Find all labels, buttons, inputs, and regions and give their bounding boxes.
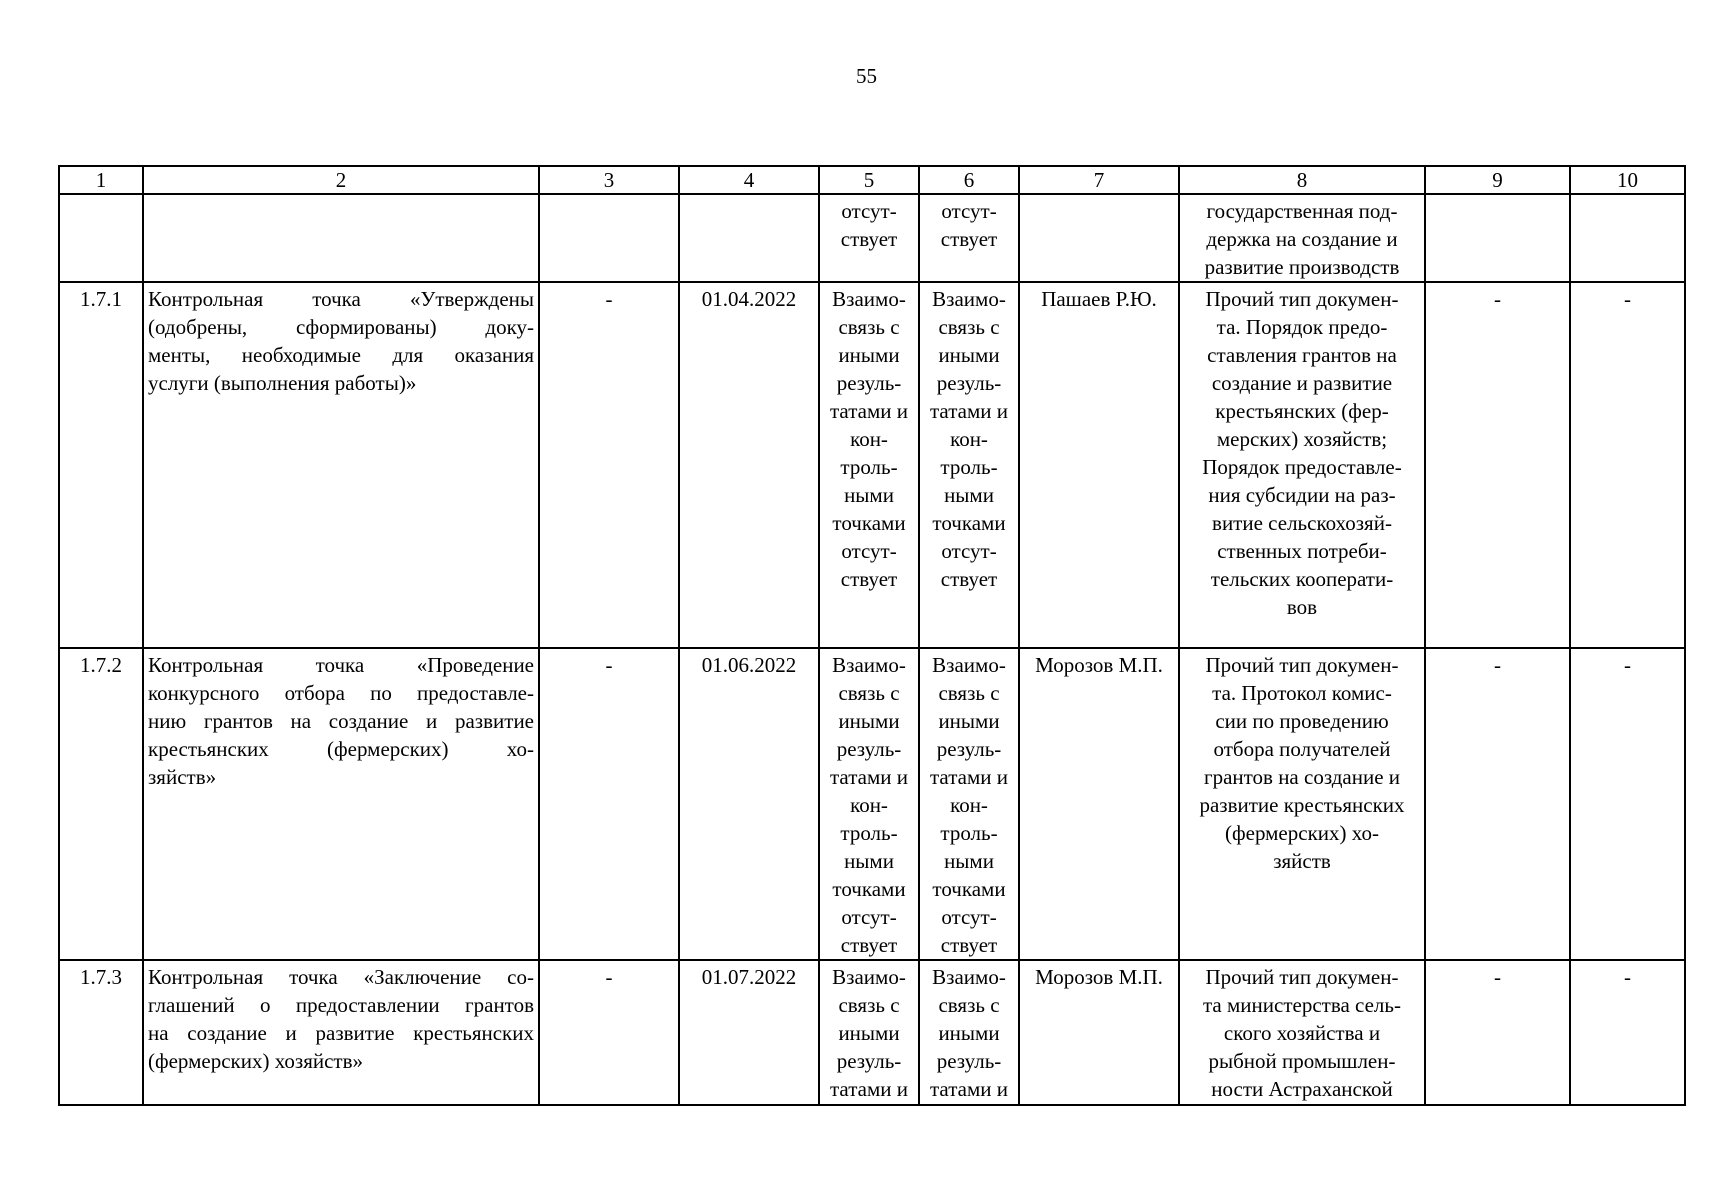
text-line: ными xyxy=(844,849,894,873)
text-line: та. Порядок предо- xyxy=(1216,315,1388,339)
text-line: (фермерских) хо- xyxy=(1225,821,1379,845)
text-line: отсут- xyxy=(941,905,997,929)
document-cell xyxy=(1179,648,1425,960)
text-line: тельских кооперати- xyxy=(1210,567,1394,591)
text-line: иными xyxy=(838,343,900,367)
text-line: (фермерских) хозяйств» xyxy=(148,1049,364,1073)
header-cell: 9 xyxy=(1425,166,1570,194)
header-cell: 2 xyxy=(143,166,539,194)
table-row xyxy=(59,960,1685,1105)
text-line: конкурсного отбора по предоставле- xyxy=(148,681,534,705)
text-line: Контрольная точка «Утверждены xyxy=(148,287,534,311)
text-line: держка на создание и xyxy=(1206,227,1398,251)
text-line: ными xyxy=(944,483,994,507)
text-line: татами и xyxy=(930,765,1008,789)
document-cell xyxy=(1179,960,1425,1105)
text-line: резуль- xyxy=(836,1049,902,1073)
text-line: Контрольная точка «Заключение со- xyxy=(148,965,534,989)
table-cell xyxy=(1570,194,1685,282)
text-line: иными xyxy=(938,1021,1000,1045)
responsible-cell: Пашаев Р.Ю. xyxy=(1019,282,1179,648)
text-line: иными xyxy=(838,1021,900,1045)
text-line: на создание и развитие крестьянских xyxy=(148,1021,534,1045)
page-number: 55 xyxy=(856,64,877,88)
relation-cell xyxy=(919,194,1019,282)
relation-cell xyxy=(819,648,919,960)
text-line: татами и xyxy=(830,765,908,789)
text-line: отсут- xyxy=(841,539,897,563)
text-line: (одобрены, сформированы) доку- xyxy=(148,315,534,339)
text-line: ставления грантов на xyxy=(1207,343,1397,367)
text-line: мерских) хозяйств; xyxy=(1216,427,1388,451)
text-line: иными xyxy=(838,709,900,733)
text-line: ными xyxy=(844,483,894,507)
text-line: глашений о предоставлении грантов xyxy=(148,993,534,1017)
text-line: троль- xyxy=(940,821,998,845)
table-cell xyxy=(1425,194,1570,282)
text-line: ского хозяйства и xyxy=(1223,1021,1381,1045)
text-line: точками xyxy=(832,511,906,535)
text-line: зяйств xyxy=(1273,849,1331,873)
text-line: ствует xyxy=(940,227,998,251)
header-cell: 1 xyxy=(59,166,143,194)
table-cell xyxy=(679,194,819,282)
relation-cell xyxy=(919,960,1019,1105)
column-9-value: - xyxy=(1425,282,1570,648)
text-line: Взаимо- xyxy=(932,965,1006,989)
text-line: витие сельскохозяй- xyxy=(1212,511,1392,535)
relation-cell xyxy=(819,194,919,282)
header-row xyxy=(59,166,1685,194)
header-cell: 7 xyxy=(1019,166,1179,194)
text-line: связь с xyxy=(938,681,1000,705)
text-line: развитие крестьянских xyxy=(1199,793,1405,817)
text-line: грантов на создание и xyxy=(1203,765,1401,789)
text-line: сии по проведению xyxy=(1215,709,1389,733)
text-line: троль- xyxy=(840,455,898,479)
text-line: Прочий тип докумен- xyxy=(1205,287,1399,311)
header-cell: 4 xyxy=(679,166,819,194)
text-line: Взаимо- xyxy=(832,287,906,311)
text-line: вов xyxy=(1286,595,1318,619)
text-line: связь с xyxy=(938,993,1000,1017)
text-line: услуги (выполнения работы)» xyxy=(148,371,417,395)
text-line: Прочий тип докумен- xyxy=(1205,653,1399,677)
relation-cell xyxy=(819,282,919,648)
text-line: татами и xyxy=(830,399,908,423)
text-line: Взаимо- xyxy=(832,965,906,989)
text-line: ствует xyxy=(840,227,898,251)
date-cell: 01.07.2022 xyxy=(679,960,819,1105)
row-number: 1.7.1 xyxy=(59,282,143,648)
table-cell xyxy=(143,194,539,282)
text-line: нию грантов на создание и развитие xyxy=(148,709,534,733)
text-line: отсут- xyxy=(941,539,997,563)
column-3-value: - xyxy=(539,960,679,1105)
document-cell xyxy=(1179,282,1425,648)
text-line: связь с xyxy=(838,681,900,705)
text-line: иными xyxy=(938,343,1000,367)
text-line: резуль- xyxy=(936,737,1002,761)
text-line: менты, необходимые для оказания xyxy=(148,343,534,367)
text-line: троль- xyxy=(840,821,898,845)
text-line: отсут- xyxy=(841,905,897,929)
text-line: развитие производств xyxy=(1204,255,1400,279)
text-line: ственных потреби- xyxy=(1217,539,1387,563)
header-cell: 3 xyxy=(539,166,679,194)
text-line: резуль- xyxy=(836,737,902,761)
text-line: отсут- xyxy=(841,199,897,223)
text-line: резуль- xyxy=(936,371,1002,395)
relation-cell xyxy=(919,648,1019,960)
control-point-title xyxy=(143,960,539,1105)
table-row xyxy=(59,282,1685,648)
text-line: Взаимо- xyxy=(932,653,1006,677)
text-line: ными xyxy=(944,849,994,873)
text-line: отбора получателей xyxy=(1213,737,1391,761)
control-point-title xyxy=(143,282,539,648)
column-3-value: - xyxy=(539,282,679,648)
control-point-title xyxy=(143,648,539,960)
text-line: та. Протокол комис- xyxy=(1212,681,1392,705)
text-line: точками xyxy=(932,511,1006,535)
text-line: точками xyxy=(932,877,1006,901)
text-line: ствует xyxy=(940,933,998,957)
text-line: татами и xyxy=(930,1077,1008,1101)
text-line: ности Астраханской xyxy=(1211,1077,1393,1101)
text-line: иными xyxy=(938,709,1000,733)
text-line: татами и xyxy=(930,399,1008,423)
text-line: создание и развитие xyxy=(1211,371,1393,395)
header-cell: 6 xyxy=(919,166,1019,194)
continuation-row xyxy=(59,194,1685,282)
row-number: 1.7.3 xyxy=(59,960,143,1105)
text-line: ствует xyxy=(840,567,898,591)
text-line: татами и xyxy=(830,1077,908,1101)
document-cell xyxy=(1179,194,1425,282)
text-line: крестьянских (фермерских) хо- xyxy=(148,737,534,761)
text-line: зяйств» xyxy=(148,765,217,789)
text-line: ствует xyxy=(840,933,898,957)
header-cell: 5 xyxy=(819,166,919,194)
text-line: ния субсидии на раз- xyxy=(1208,483,1396,507)
text-line: Прочий тип докумен- xyxy=(1205,965,1399,989)
relation-cell xyxy=(819,960,919,1105)
column-3-value: - xyxy=(539,648,679,960)
text-line: Контрольная точка «Проведение xyxy=(148,653,534,677)
header-cell: 8 xyxy=(1179,166,1425,194)
text-line: Взаимо- xyxy=(932,287,1006,311)
responsible-cell: Морозов М.П. xyxy=(1019,960,1179,1105)
text-line: Порядок предоставле- xyxy=(1202,455,1402,479)
text-line: отсут- xyxy=(941,199,997,223)
text-line: кон- xyxy=(950,427,988,451)
text-line: связь с xyxy=(938,315,1000,339)
text-line: резуль- xyxy=(936,1049,1002,1073)
header-cell: 10 xyxy=(1570,166,1685,194)
date-cell: 01.06.2022 xyxy=(679,648,819,960)
text-line: кон- xyxy=(850,793,888,817)
text-line: рыбной промышлен- xyxy=(1208,1049,1396,1073)
row-number: 1.7.2 xyxy=(59,648,143,960)
table-cell xyxy=(1019,194,1179,282)
text-line: связь с xyxy=(838,315,900,339)
text-line: точками xyxy=(832,877,906,901)
table-cell xyxy=(539,194,679,282)
text-line: кон- xyxy=(950,793,988,817)
text-line: та министерства сель- xyxy=(1203,993,1401,1017)
text-line: троль- xyxy=(940,455,998,479)
column-10-value: - xyxy=(1570,648,1685,960)
table-cell xyxy=(59,194,143,282)
text-line: резуль- xyxy=(836,371,902,395)
column-9-value: - xyxy=(1425,960,1570,1105)
text-line: кон- xyxy=(850,427,888,451)
text-line: крестьянских (фер- xyxy=(1215,399,1389,423)
text-line: ствует xyxy=(940,567,998,591)
control-points-table xyxy=(58,165,1686,1106)
responsible-cell: Морозов М.П. xyxy=(1019,648,1179,960)
text-line: Взаимо- xyxy=(832,653,906,677)
column-9-value: - xyxy=(1425,648,1570,960)
date-cell: 01.04.2022 xyxy=(679,282,819,648)
relation-cell xyxy=(919,282,1019,648)
column-10-value: - xyxy=(1570,282,1685,648)
text-line: связь с xyxy=(838,993,900,1017)
table-row xyxy=(59,648,1685,960)
text-line: государственная под- xyxy=(1206,199,1398,223)
column-10-value: - xyxy=(1570,960,1685,1105)
